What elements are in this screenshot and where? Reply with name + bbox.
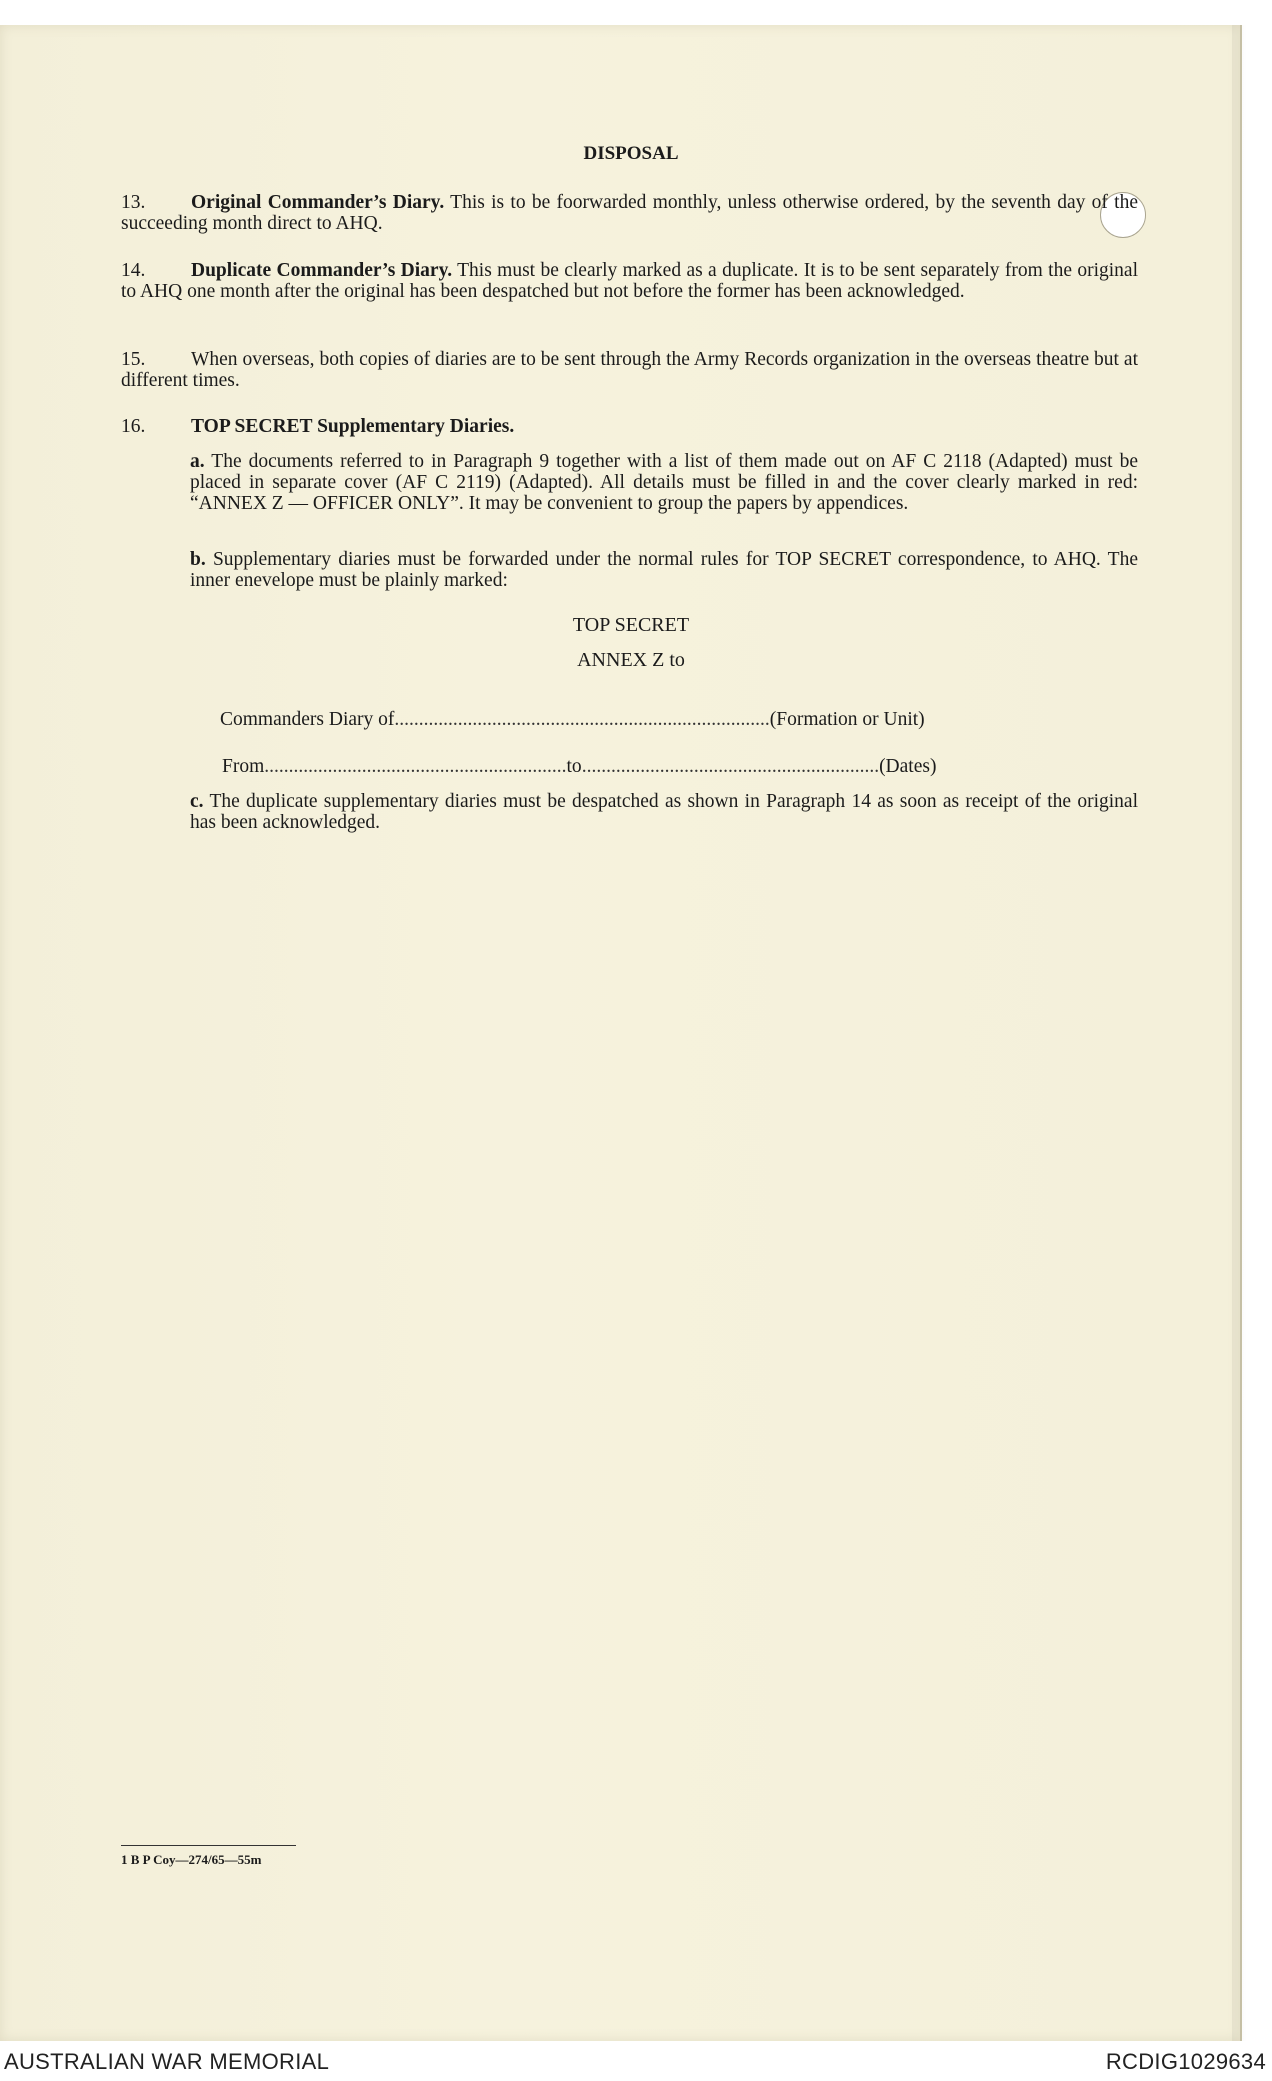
archive-caption: AUSTRALIAN WAR MEMORIAL <box>4 2049 330 2074</box>
paragraph-title: Original Commander’s Diary. <box>191 192 445 213</box>
paragraph-13 <box>121 192 1138 234</box>
paragraph-16-header <box>121 416 1138 437</box>
paragraph-number: 14. <box>121 260 146 281</box>
form-label-diary: Commanders Diary of <box>220 709 395 730</box>
subparagraph-label: a. <box>190 451 205 472</box>
form-suffix-dates: (Dates) <box>879 756 937 777</box>
footnote-rule <box>121 1845 296 1846</box>
paragraph-body: This is to be foorwarded monthly, unless otherwise ordered, by the seventh day of the succeeding month direct to AHQ. <box>121 192 1138 234</box>
section-heading: DISPOSAL <box>583 143 679 164</box>
paragraph-number: 15. <box>121 349 146 370</box>
form-label-from: From <box>222 756 265 777</box>
subparagraph-body: The duplicate supplementary diaries must be despatched as shown in Paragraph 14 as soon as receipt of the original has been acknowledged. <box>190 791 1138 833</box>
paragraph-number: 13. <box>121 192 146 213</box>
paragraph-body: This must be clearly marked as a duplicate. It is to be sent separately from the original to AHQ one month after the original has been despatched but not before the former has been acknowledged. <box>121 260 1138 302</box>
paragraph-title: TOP SECRET Supplementary Diaries. <box>191 416 515 437</box>
record-id: RCDIG1029634 <box>1105 2049 1266 2074</box>
print-footnote: 1 B P Coy—274/65—55m <box>121 1852 262 1867</box>
form-suffix-formation: (Formation or Unit) <box>769 709 925 730</box>
paragraph-title: Duplicate Commander’s Diary. <box>191 260 453 281</box>
paragraph-14 <box>121 260 1138 302</box>
subparagraph-body: Supplementary diaries must be forwarded under the normal rules for TOP SECRET correspondence, to AHQ. The inner enevelope must be plainly marked: <box>190 549 1138 591</box>
paragraph-number: 16. <box>121 416 146 437</box>
paragraph-15 <box>121 349 1138 391</box>
page-edge-shadow <box>1232 25 1246 2041</box>
subparagraph-body: The documents referred to in Paragraph 9 together with a list of them made out on AF C 2118 (Adapted) must be placed in separate cover (AF C 2119) (Adapted). All details must be filled in and the cover clearly marked in red: “ANNEX Z — OFFICER ONLY”. It may be convenient to group the papers by appendices. <box>190 451 1138 514</box>
subparagraph-a <box>190 451 1138 514</box>
subparagraph-label: b. <box>190 549 206 570</box>
document-page <box>0 25 1242 2041</box>
subparagraph-c <box>190 791 1138 833</box>
subparagraph-b <box>190 549 1138 591</box>
marking-annex-z: ANNEX Z to <box>577 649 685 671</box>
subparagraph-label: c. <box>190 791 204 812</box>
paragraph-body: When overseas, both copies of diaries are to be sent through the Army Records organization in the overseas theatre but at different times. <box>121 349 1138 391</box>
form-row-diary <box>220 709 925 731</box>
form-blank-to: ............................................................. <box>581 756 880 777</box>
marking-top-secret: TOP SECRET <box>572 614 690 636</box>
form-blank-from: .............................................................. <box>264 756 567 777</box>
form-row-dates <box>222 756 936 778</box>
form-blank-formation: ............................................................................. <box>394 709 770 730</box>
form-label-to: to <box>566 756 582 777</box>
